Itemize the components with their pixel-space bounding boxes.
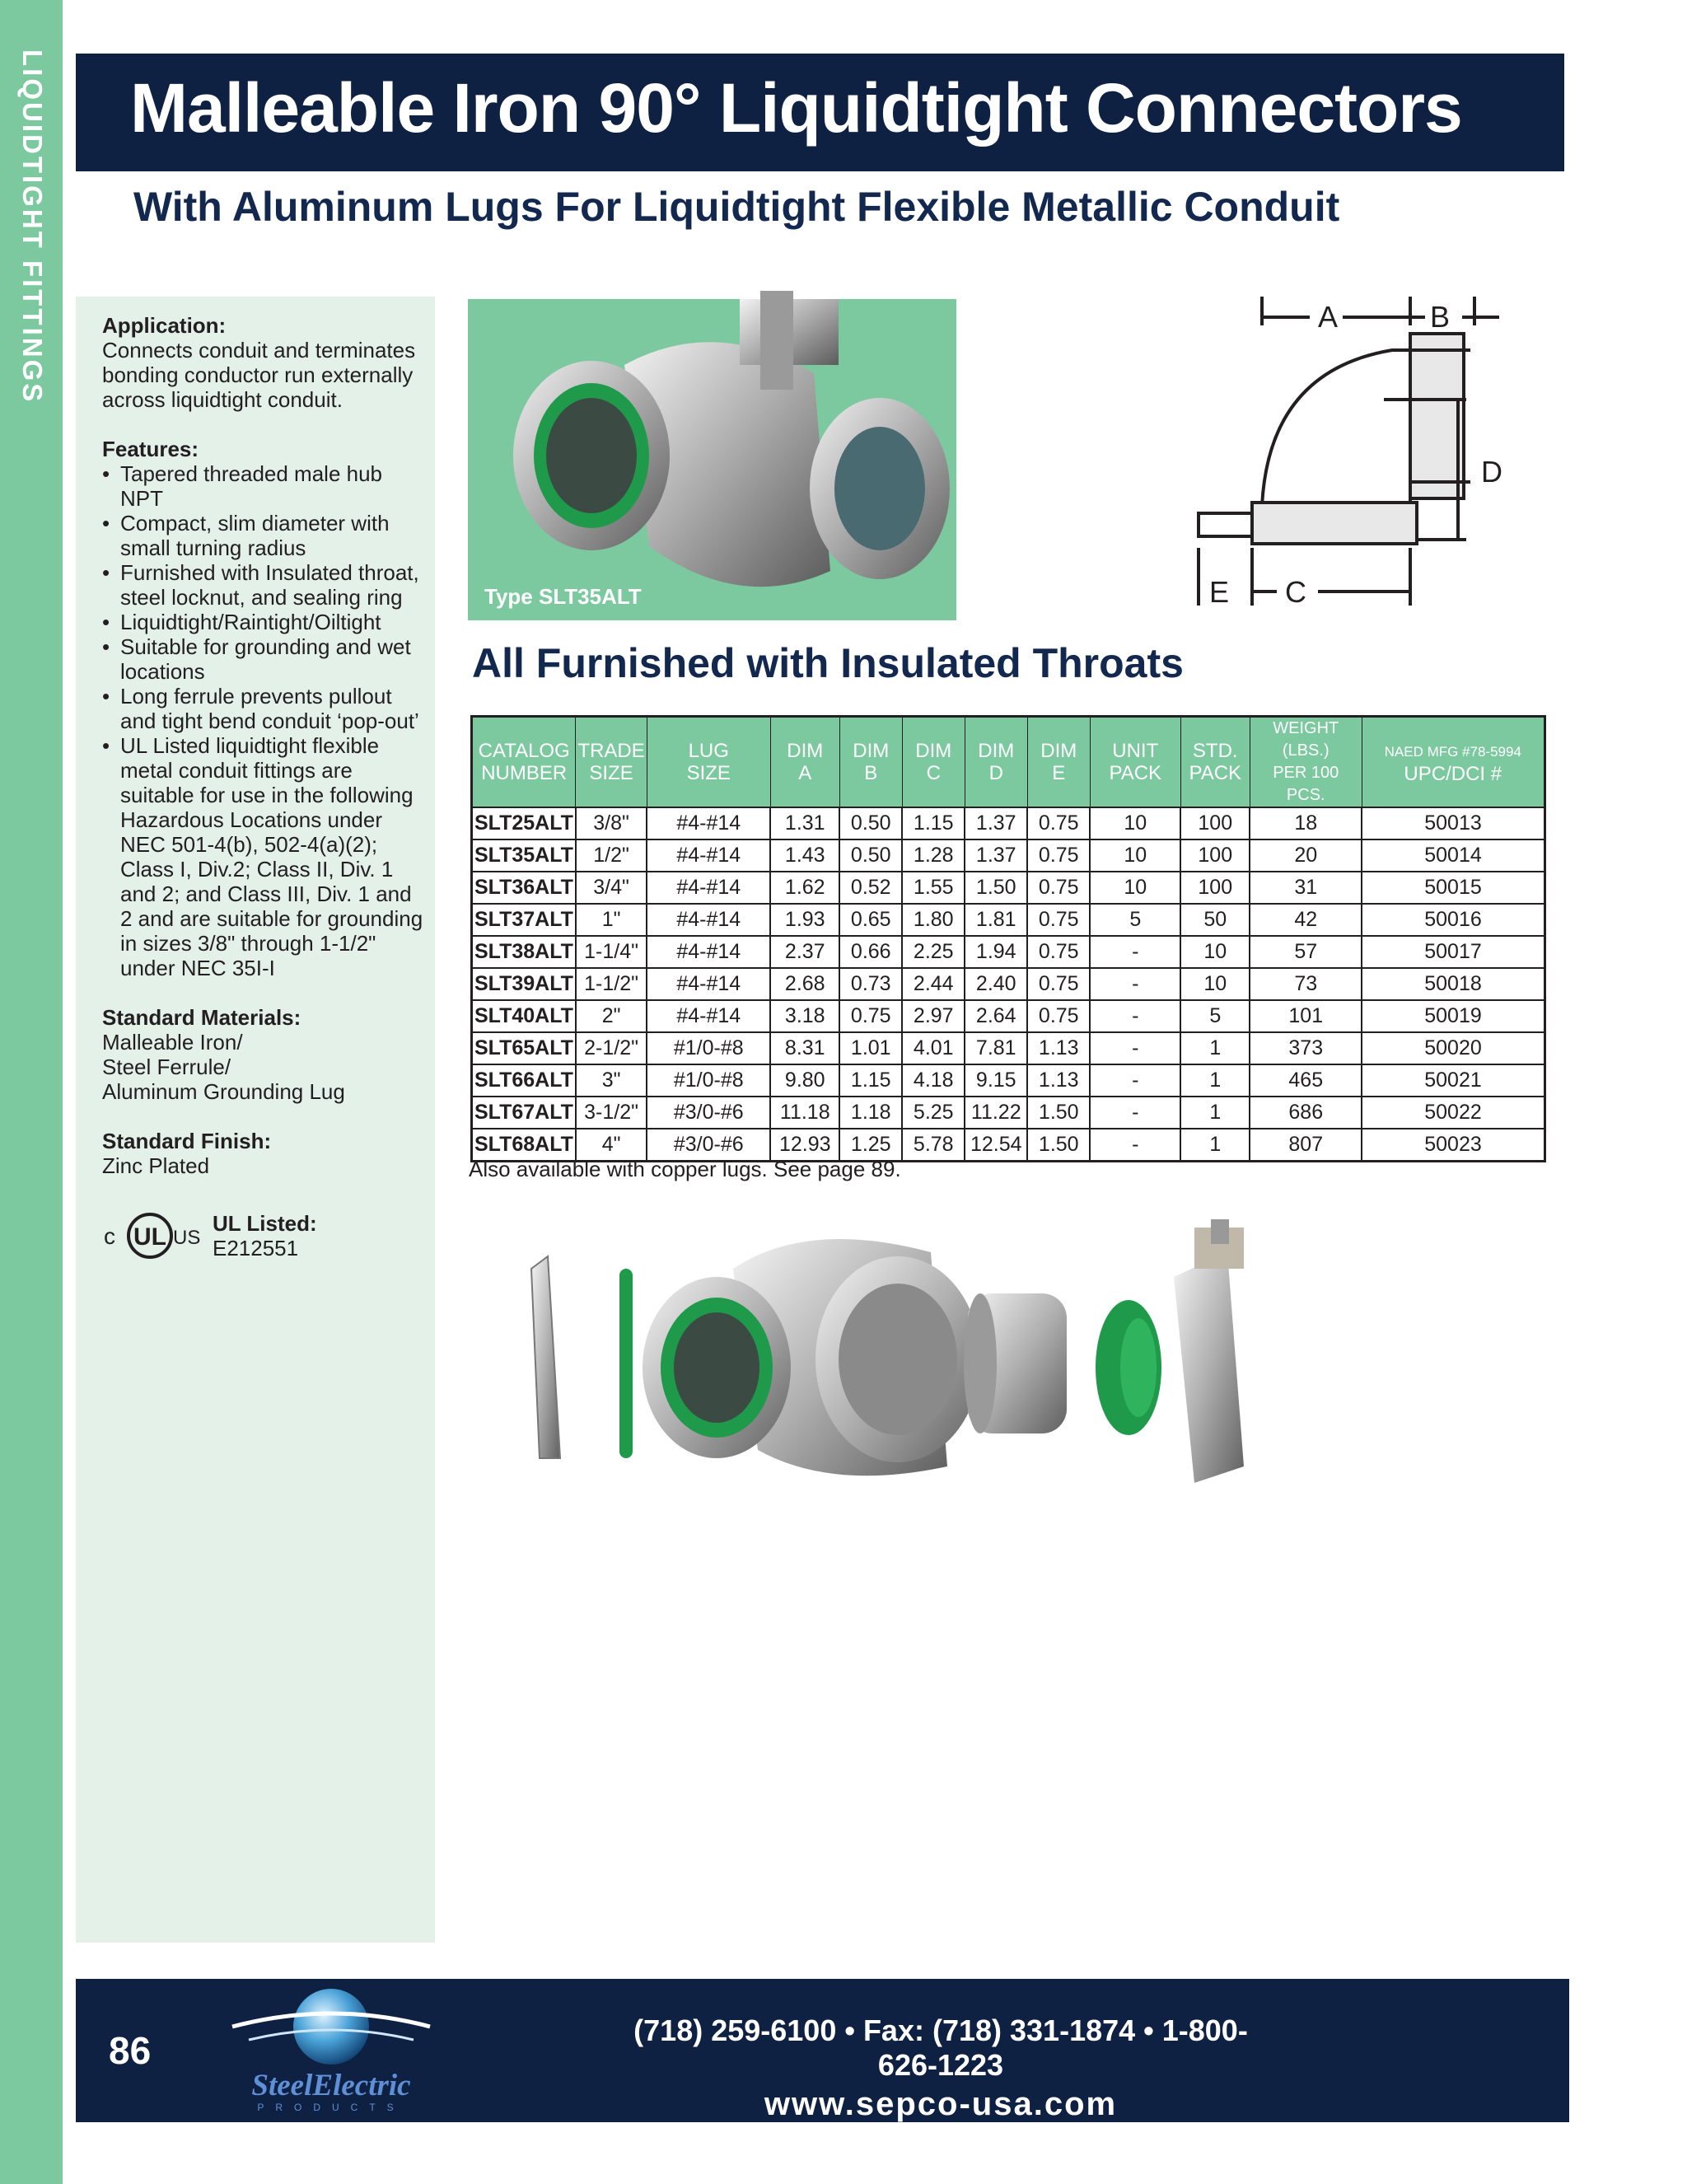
table-cell: 0.75: [1027, 1000, 1090, 1032]
feature-item: • UL Listed liquidtight flexible metal conduit fittings are suitable for use in the following Hazardous Locations under NEC 501-4(b), 502-4(a)(2); Class I, Div.2; Class II, Div. 1 and 2; and Class III, Div. 1 and 2 and are suitable for grounding in sizes 3/8" through 1-1/2" under NEC 35I-I: [102, 733, 425, 980]
table-cell: 50019: [1362, 1000, 1544, 1032]
ul-listed-heading: UL Listed:: [213, 1211, 317, 1236]
table-cell: SLT40ALT: [472, 1000, 576, 1032]
table-cell: #1/0-#8: [647, 1032, 770, 1064]
table-row: [472, 839, 1545, 872]
table-cell: 31: [1250, 872, 1362, 904]
table-cell: #4-#14: [647, 807, 770, 839]
table-cell: 1: [1180, 1097, 1250, 1129]
table-row: [472, 1000, 1545, 1032]
feature-item: • Liquidtight/Raintight/Oiltight: [102, 610, 425, 634]
table-cell: #4-#14: [647, 872, 770, 904]
table-cell: 1: [1180, 1064, 1250, 1097]
feature-item: • Long ferrule prevents pullout and tight bend conduit ‘pop-out’: [102, 684, 425, 733]
table-cell: -: [1090, 936, 1180, 968]
spec-table: [470, 715, 1546, 1162]
table-cell: 1.50: [965, 872, 1027, 904]
table-cell: 1.62: [770, 872, 839, 904]
table-cell: 1.81: [965, 904, 1027, 936]
specs-panel: [76, 297, 435, 1943]
table-cell: 50017: [1362, 936, 1544, 968]
table-row: [472, 1032, 1545, 1064]
finish-heading: Standard Finish:: [102, 1129, 272, 1153]
materials-line: Malleable Iron/: [102, 1030, 243, 1055]
dim-label-b: B: [1430, 300, 1451, 334]
table-cell: 50021: [1362, 1064, 1544, 1097]
ul-listed-mark: [102, 1211, 201, 1260]
table-cell: 50020: [1362, 1032, 1544, 1064]
insulated-throat-part: [1096, 1300, 1161, 1435]
table-cell: 50013: [1362, 807, 1544, 839]
table-cell: 42: [1250, 904, 1362, 936]
table-cell: 10: [1090, 872, 1180, 904]
col-header-dim-a: DIM A: [770, 717, 839, 808]
table-row: [472, 807, 1545, 839]
feature-item: • Compact, slim diameter with small turning radius: [102, 511, 425, 560]
ul-us-letters: US: [173, 1227, 201, 1249]
table-cell: -: [1090, 1097, 1180, 1129]
table-cell: 1.01: [839, 1032, 902, 1064]
col-header-trade-size: TRADE SIZE: [576, 717, 647, 808]
table-cell: SLT25ALT: [472, 807, 576, 839]
table-cell: 807: [1250, 1129, 1362, 1162]
table-cell: 3/8": [576, 807, 647, 839]
table-cell: 373: [1250, 1032, 1362, 1064]
table-cell: 50014: [1362, 839, 1544, 872]
table-cell: 0.75: [1027, 872, 1090, 904]
table-cell: SLT67ALT: [472, 1097, 576, 1129]
col-header-weight: WEIGHT (LBS.) PER 100 PCS.: [1250, 717, 1362, 808]
table-cell: 0.73: [839, 968, 902, 1000]
table-cell: 101: [1250, 1000, 1362, 1032]
table-cell: 0.52: [839, 872, 902, 904]
table-cell: 1: [1180, 1129, 1250, 1162]
locknut-part: [531, 1256, 560, 1458]
table-cell: 9.15: [965, 1064, 1027, 1097]
table-row: [472, 968, 1545, 1000]
table-cell: 100: [1180, 807, 1250, 839]
table-cell: SLT35ALT: [472, 839, 576, 872]
table-cell: 1.93: [770, 904, 839, 936]
table-cell: 2": [576, 1000, 647, 1032]
table-cell: #4-#14: [647, 936, 770, 968]
table-cell: -: [1090, 968, 1180, 1000]
table-row: [472, 936, 1545, 968]
application-text: Connects conduit and terminates bonding conductor run externally across liquidtight conduit.: [102, 338, 416, 412]
feature-item: • Tapered threaded male hub NPT: [102, 461, 425, 511]
table-cell: 1.37: [965, 839, 1027, 872]
product-photo: [468, 299, 956, 620]
table-cell: 1.15: [839, 1064, 902, 1097]
col-header-std-pack: STD. PACK: [1180, 717, 1250, 808]
feature-item: • Suitable for grounding and wet locations: [102, 634, 425, 684]
table-cell: 0.75: [1027, 904, 1090, 936]
materials-line: Aluminum Grounding Lug: [102, 1079, 345, 1104]
table-cell: 18: [1250, 807, 1362, 839]
steelelectric-logo: [199, 1984, 463, 2116]
table-cell: 50: [1180, 904, 1250, 936]
table-cell: 1/2": [576, 839, 647, 872]
table-cell: 3-1/2": [576, 1097, 647, 1129]
dim-label-a: A: [1318, 300, 1339, 334]
photo-caption: Type SLT35ALT: [484, 584, 642, 609]
table-cell: 2.97: [902, 1000, 965, 1032]
table-cell: 5.25: [902, 1097, 965, 1129]
table-cell: 8.31: [770, 1032, 839, 1064]
connector-illustration: [468, 299, 956, 620]
table-row: [472, 904, 1545, 936]
page-title: Malleable Iron 90° Liquidtight Connectors: [130, 69, 1462, 147]
table-cell: -: [1090, 1032, 1180, 1064]
table-cell: #4-#14: [647, 839, 770, 872]
table-cell: 100: [1180, 839, 1250, 872]
table-body: [472, 807, 1545, 1162]
table-cell: 0.75: [839, 1000, 902, 1032]
table-cell: 1.28: [902, 839, 965, 872]
page-number: 86: [109, 2029, 152, 2072]
table-cell: 57: [1250, 936, 1362, 968]
table-cell: 1.18: [839, 1097, 902, 1129]
table-cell: -: [1090, 1000, 1180, 1032]
table-cell: SLT38ALT: [472, 936, 576, 968]
table-cell: 50023: [1362, 1129, 1544, 1162]
ul-c-letter: c: [104, 1223, 115, 1249]
table-cell: 465: [1250, 1064, 1362, 1097]
table-cell: 12.54: [965, 1129, 1027, 1162]
table-cell: 1.50: [1027, 1097, 1090, 1129]
table-cell: 0.50: [839, 839, 902, 872]
table-cell: 1.37: [965, 807, 1027, 839]
table-cell: 1-1/4": [576, 936, 647, 968]
table-cell: 0.75: [1027, 936, 1090, 968]
table-cell: #4-#14: [647, 904, 770, 936]
materials-line: Steel Ferrule/: [102, 1055, 231, 1079]
table-cell: 9.80: [770, 1064, 839, 1097]
elbow-body-part: [643, 1239, 980, 1475]
table-cell: SLT37ALT: [472, 904, 576, 936]
table-cell: -: [1090, 1064, 1180, 1097]
table-cell: 3.18: [770, 1000, 839, 1032]
table-cell: 2.37: [770, 936, 839, 968]
table-cell: 100: [1180, 872, 1250, 904]
col-header-lug-size: LUG SIZE: [647, 717, 770, 808]
table-cell: 1: [1180, 1032, 1250, 1064]
table-cell: 0.75: [1027, 839, 1090, 872]
table-cell: 1.13: [1027, 1064, 1090, 1097]
table-cell: #4-#14: [647, 968, 770, 1000]
table-cell: 1.55: [902, 872, 965, 904]
gland-nut-with-lug-part: [1174, 1219, 1244, 1483]
table-cell: 1.50: [1027, 1129, 1090, 1162]
table-cell: 50015: [1362, 872, 1544, 904]
phone-line: (718) 259-6100 • Fax: (718) 331-1874 • 1-800-626-1223: [633, 2013, 1248, 2082]
table-cell: 7.81: [965, 1032, 1027, 1064]
table-cell: 2.40: [965, 968, 1027, 1000]
side-strip: [0, 0, 63, 2184]
table-cell: 1.25: [839, 1129, 902, 1162]
table-row: [472, 872, 1545, 904]
table-cell: 10: [1090, 807, 1180, 839]
table-cell: SLT65ALT: [472, 1032, 576, 1064]
page-subtitle: With Aluminum Lugs For Liquidtight Flexible Metallic Conduit: [133, 184, 1340, 230]
ul-letters: UL: [133, 1223, 166, 1251]
col-header-dim-c: DIM C: [902, 717, 965, 808]
dimension-diagram: [1186, 292, 1540, 614]
table-cell: 1.31: [770, 807, 839, 839]
table-cell: 4.01: [902, 1032, 965, 1064]
table-cell: 4": [576, 1129, 647, 1162]
table-cell: 2.68: [770, 968, 839, 1000]
table-cell: 2.25: [902, 936, 965, 968]
table-cell: 73: [1250, 968, 1362, 1000]
table-cell: 1.13: [1027, 1032, 1090, 1064]
dim-label-e: E: [1209, 575, 1230, 609]
col-header-unit-pack: UNIT PACK: [1090, 717, 1180, 808]
logo-name: SteelElectric: [251, 2069, 411, 2102]
table-cell: 0.75: [1027, 807, 1090, 839]
table-cell: 2-1/2": [576, 1032, 647, 1064]
table-cell: #4-#14: [647, 1000, 770, 1032]
table-cell: 1.80: [902, 904, 965, 936]
table-cell: 10: [1180, 968, 1250, 1000]
exploded-parts-photo: [519, 1219, 1549, 1516]
table-cell: 1": [576, 904, 647, 936]
table-cell: SLT66ALT: [472, 1064, 576, 1097]
table-cell: 1.43: [770, 839, 839, 872]
table-cell: 5: [1090, 904, 1180, 936]
table-cell: 5: [1180, 1000, 1250, 1032]
ul-listed-number: E212551: [213, 1236, 299, 1260]
table-cell: 50018: [1362, 968, 1544, 1000]
col-header-catalog-number: CATALOG NUMBER: [472, 717, 576, 808]
table-cell: 3/4": [576, 872, 647, 904]
materials-heading: Standard Materials:: [102, 1005, 301, 1030]
table-cell: 50022: [1362, 1097, 1544, 1129]
title-bar: [76, 54, 1564, 171]
table-cell: -: [1090, 1129, 1180, 1162]
features-heading: Features:: [102, 437, 199, 461]
table-cell: 1.94: [965, 936, 1027, 968]
table-row: [472, 1064, 1545, 1097]
table-cell: 20: [1250, 839, 1362, 872]
table-cell: 0.65: [839, 904, 902, 936]
website-link[interactable]: www.sepco-usa.com: [764, 2086, 1118, 2122]
table-cell: 0.75: [1027, 968, 1090, 1000]
table-cell: 686: [1250, 1097, 1362, 1129]
col-header-upc: NAED MFG #78-5994 UPC/DCI #: [1362, 717, 1544, 808]
table-note: Also available with copper lugs. See page 89.: [469, 1157, 901, 1181]
table-cell: 11.22: [965, 1097, 1027, 1129]
table-row: [472, 1097, 1545, 1129]
contact-info: [611, 2013, 1270, 2123]
col-header-dim-e: DIM E: [1027, 717, 1090, 808]
sealing-ring-part: [619, 1269, 633, 1458]
application-heading: Application:: [102, 313, 227, 338]
globe-icon: [199, 1984, 463, 2066]
table-cell: 1.15: [902, 807, 965, 839]
table-cell: SLT39ALT: [472, 968, 576, 1000]
table-cell: #3/0-#6: [647, 1129, 770, 1162]
table-cell: 1-1/2": [576, 968, 647, 1000]
dim-label-c: C: [1285, 575, 1306, 609]
table-cell: 4.18: [902, 1064, 965, 1097]
table-cell: 11.18: [770, 1097, 839, 1129]
table-cell: #1/0-#8: [647, 1064, 770, 1097]
col-header-dim-b: DIM B: [839, 717, 902, 808]
table-cell: #3/0-#6: [647, 1097, 770, 1129]
table-cell: 2.64: [965, 1000, 1027, 1032]
side-section-label: LIQUIDTIGHT FITTINGS: [17, 49, 48, 405]
finish-text: Zinc Plated: [102, 1153, 210, 1178]
table-cell: 0.66: [839, 936, 902, 968]
table-cell: SLT68ALT: [472, 1129, 576, 1162]
table-cell: SLT36ALT: [472, 872, 576, 904]
table-heading: All Furnished with Insulated Throats: [472, 640, 1184, 686]
col-header-dim-d: DIM D: [965, 717, 1027, 808]
table-cell: 3": [576, 1064, 647, 1097]
table-cell: 5.78: [902, 1129, 965, 1162]
dim-label-d: D: [1481, 455, 1502, 489]
table-cell: 2.44: [902, 968, 965, 1000]
footer: [76, 1979, 1569, 2122]
table-cell: 50016: [1362, 904, 1544, 936]
feature-item: • Furnished with Insulated throat, steel locknut, and sealing ring: [102, 560, 425, 610]
table-cell: 12.93: [770, 1129, 839, 1162]
table-cell: 10: [1180, 936, 1250, 968]
features-list: [102, 461, 425, 980]
table-cell: 0.50: [839, 807, 902, 839]
table-header-row: [472, 717, 1545, 808]
table-cell: 10: [1090, 839, 1180, 872]
logo-sub: PRODUCTS: [257, 2102, 405, 2113]
ferrule-part: [964, 1293, 1067, 1433]
